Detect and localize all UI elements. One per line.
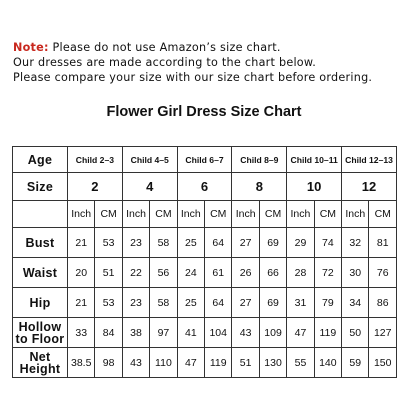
unit-inch: Inch — [287, 201, 314, 228]
size-cell: 4 — [122, 173, 177, 201]
measurement-row — [13, 228, 397, 258]
measurement-value: 64 — [205, 288, 232, 318]
measurement-label-line: Hollow — [18, 319, 62, 334]
note-line-3: Please compare your size with our size chart before ordering. — [13, 71, 373, 84]
size-cell: 10 — [287, 173, 342, 201]
measurement-value: 64 — [205, 228, 232, 258]
measurement-value: 50 — [342, 318, 369, 348]
measurement-value: 20 — [68, 258, 95, 288]
measurement-value: 119 — [314, 318, 341, 348]
measurement-value: 25 — [177, 228, 204, 258]
unit-cm: CM — [369, 201, 397, 228]
measurement-value: 119 — [205, 348, 232, 378]
measurement-value: 21 — [68, 228, 95, 258]
measurement-value: 28 — [287, 258, 314, 288]
age-cell: Child 4–5 — [122, 147, 177, 173]
chart-title: Flower Girl Dress Size Chart — [106, 104, 302, 120]
unit-inch: Inch — [232, 201, 259, 228]
age-cell: Child 10–11 — [287, 147, 342, 173]
measurement-value: 61 — [205, 258, 232, 288]
unit-corner — [13, 201, 68, 228]
unit-cm: CM — [205, 201, 232, 228]
age-header: Age — [13, 147, 68, 173]
size-cell: 2 — [68, 173, 123, 201]
measurement-value: 51 — [232, 348, 259, 378]
measurement-value: 98 — [95, 348, 122, 378]
unit-cm: CM — [314, 201, 341, 228]
measurement-label — [13, 348, 68, 378]
measurement-value: 21 — [68, 288, 95, 318]
unit-cm: CM — [259, 201, 286, 228]
size-header: Size — [13, 173, 68, 201]
size-chart-table — [12, 146, 397, 378]
notes-block — [13, 40, 403, 85]
age-cell: Child 8–9 — [232, 147, 287, 173]
measurement-value: 51 — [95, 258, 122, 288]
measurement-value: 31 — [287, 288, 314, 318]
measurement-label-line: Waist — [22, 265, 58, 280]
measurement-value: 127 — [369, 318, 397, 348]
measurement-value: 30 — [342, 258, 369, 288]
measurement-label-line: Hip — [29, 295, 51, 310]
note-line-2: Our dresses are made according to the chart below. — [13, 56, 317, 69]
measurement-value: 25 — [177, 288, 204, 318]
measurement-value: 38.5 — [68, 348, 95, 378]
measurement-value: 33 — [68, 318, 95, 348]
measurement-label — [13, 228, 68, 258]
measurement-label — [13, 288, 68, 318]
measurement-value: 32 — [342, 228, 369, 258]
unit-inch: Inch — [177, 201, 204, 228]
measurement-label-line: to Floor — [15, 331, 65, 346]
measurement-value: 69 — [259, 228, 286, 258]
measurement-value: 104 — [205, 318, 232, 348]
measurement-value: 55 — [287, 348, 314, 378]
measurement-value: 23 — [122, 228, 149, 258]
measurement-row — [13, 318, 397, 348]
measurement-value: 29 — [287, 228, 314, 258]
measurement-value: 53 — [95, 228, 122, 258]
measurement-value: 26 — [232, 258, 259, 288]
age-cell: Child 6–7 — [177, 147, 232, 173]
measurement-value: 43 — [232, 318, 259, 348]
unit-inch: Inch — [342, 201, 369, 228]
measurement-value: 59 — [342, 348, 369, 378]
unit-cm: CM — [150, 201, 177, 228]
measurement-value: 56 — [150, 258, 177, 288]
measurement-value: 97 — [150, 318, 177, 348]
measurement-value: 58 — [150, 228, 177, 258]
measurement-value: 110 — [150, 348, 177, 378]
measurement-value: 109 — [259, 318, 286, 348]
measurement-value: 81 — [369, 228, 397, 258]
size-cell: 8 — [232, 173, 287, 201]
age-cell: Child 2–3 — [68, 147, 123, 173]
measurement-value: 23 — [122, 288, 149, 318]
measurement-value: 150 — [369, 348, 397, 378]
measurement-value: 84 — [95, 318, 122, 348]
measurement-label-line: Net — [29, 349, 51, 364]
measurement-value: 130 — [259, 348, 286, 378]
measurement-label-line: Bust — [25, 235, 55, 250]
measurement-label — [13, 318, 68, 348]
measurement-value: 79 — [314, 288, 341, 318]
measurement-value: 27 — [232, 288, 259, 318]
measurement-value: 86 — [369, 288, 397, 318]
measurement-label-line: Height — [19, 361, 61, 376]
measurement-value: 76 — [369, 258, 397, 288]
measurement-value: 58 — [150, 288, 177, 318]
size-row — [13, 173, 397, 201]
size-cell: 12 — [342, 173, 397, 201]
measurement-value: 38 — [122, 318, 149, 348]
measurement-value: 41 — [177, 318, 204, 348]
unit-inch: Inch — [68, 201, 95, 228]
measurement-row — [13, 288, 397, 318]
measurement-value: 69 — [259, 288, 286, 318]
measurement-value: 72 — [314, 258, 341, 288]
measurement-value: 74 — [314, 228, 341, 258]
measurement-value: 22 — [122, 258, 149, 288]
note-line-1 — [13, 40, 403, 55]
measurement-value: 47 — [287, 318, 314, 348]
measurement-row — [13, 348, 397, 378]
measurement-value: 43 — [122, 348, 149, 378]
measurement-value: 34 — [342, 288, 369, 318]
measurement-value: 53 — [95, 288, 122, 318]
unit-inch: Inch — [122, 201, 149, 228]
measurement-label — [13, 258, 68, 288]
unit-row — [13, 201, 397, 228]
size-cell: 6 — [177, 173, 232, 201]
age-cell: Child 12–13 — [342, 147, 397, 173]
measurement-row — [13, 258, 397, 288]
note-label: Note: — [13, 41, 49, 54]
measurement-value: 66 — [259, 258, 286, 288]
note-text-1: Please do not use Amazon’s size chart. — [48, 41, 281, 54]
age-row — [13, 147, 397, 173]
measurement-value: 140 — [314, 348, 341, 378]
measurement-value: 24 — [177, 258, 204, 288]
measurement-value: 27 — [232, 228, 259, 258]
unit-cm: CM — [95, 201, 122, 228]
measurement-value: 47 — [177, 348, 204, 378]
